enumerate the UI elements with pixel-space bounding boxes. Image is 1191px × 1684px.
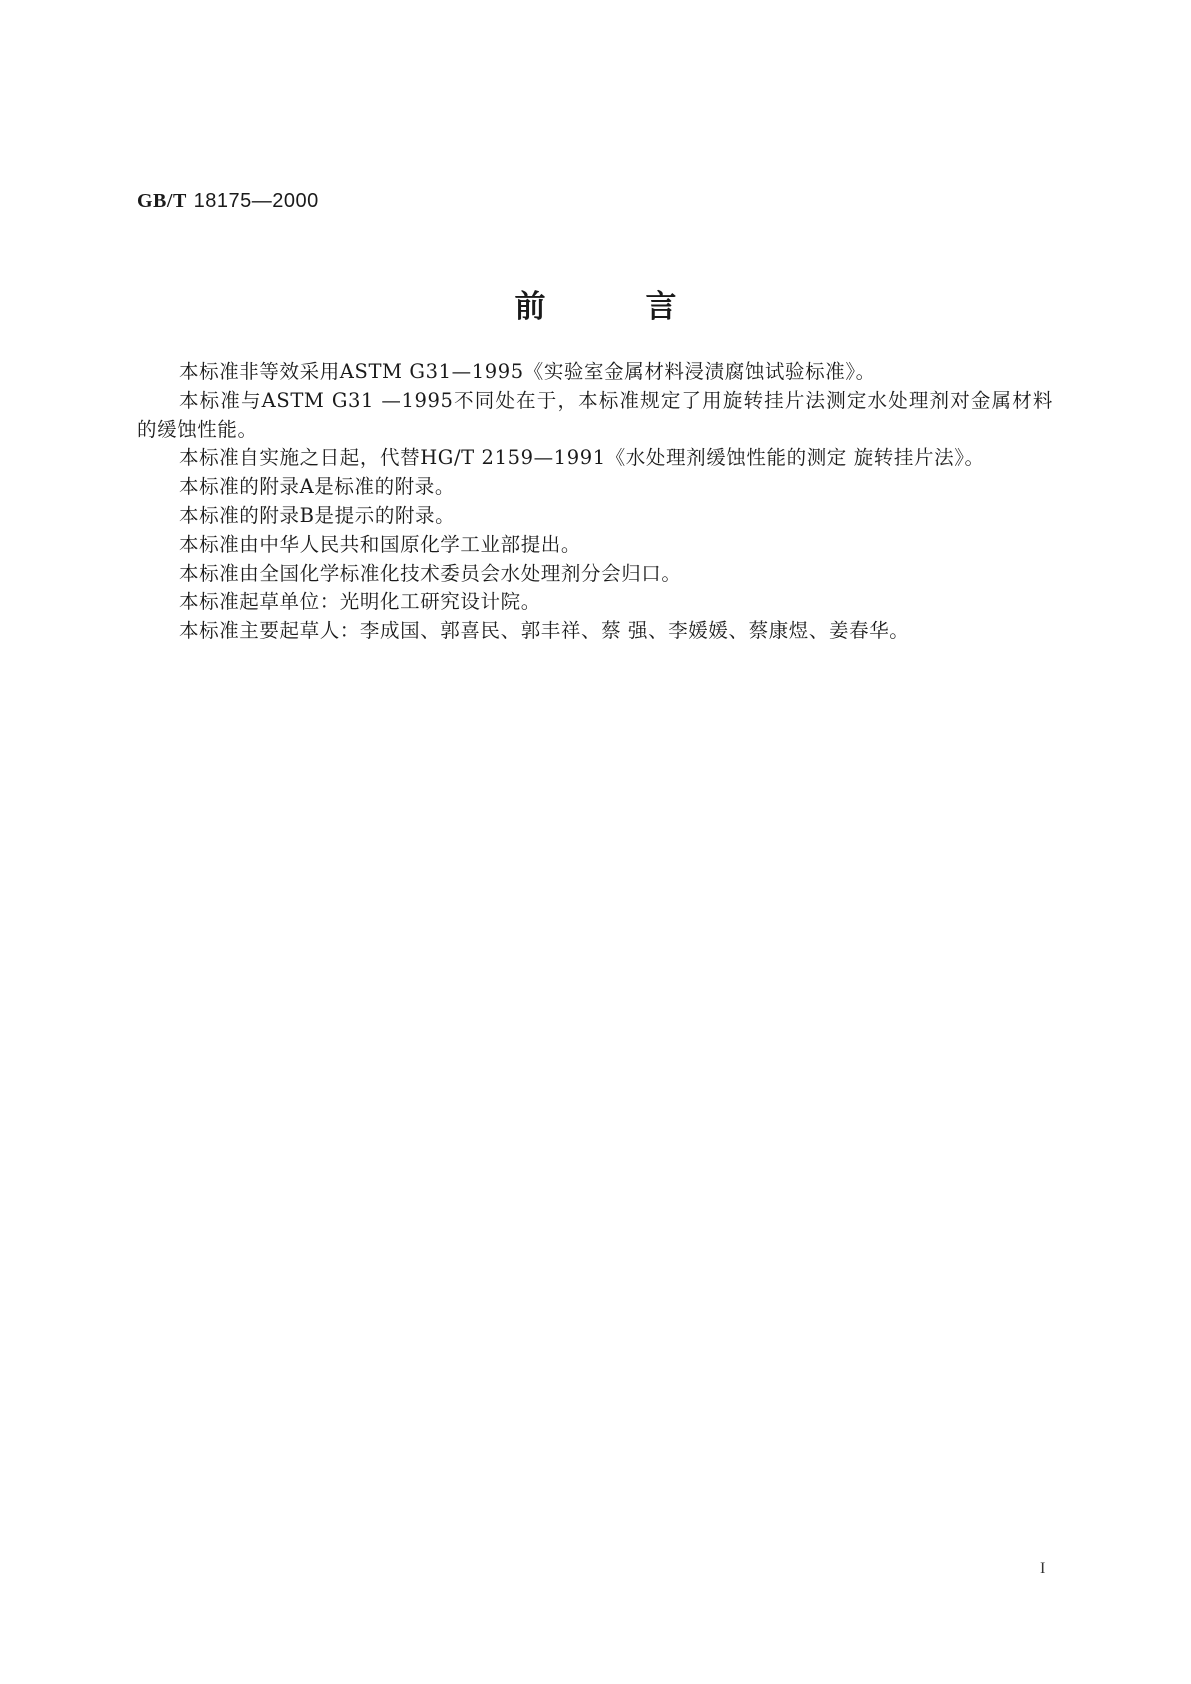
paragraph-differences: 本标准与ASTM G31 —1995不同处在于，本标准规定了用旋转挂片法测定水处理剂对金属材料的缓蚀性能。 (137, 388, 1053, 441)
paragraph-drafters: 本标准主要起草人：李成国、郭喜民、郭丰祥、蔡 强、李媛媛、蔡康煜、姜春华。 (179, 619, 910, 643)
paragraph-drafting-unit: 本标准起草单位：光明化工研究设计院。 (179, 590, 541, 614)
paragraph-adoption: 本标准非等效采用ASTM G31—1995《实验室金属材料浸渍腐蚀试验标准》。 (179, 360, 876, 383)
paragraph-proposer: 本标准由中华人民共和国原化学工业部提出。 (179, 532, 582, 556)
foreword-body (137, 358, 1053, 646)
paragraph-appendix-a: 本标准的附录A是标准的附录。 (179, 475, 455, 499)
page-number: I (1040, 1560, 1046, 1577)
standard-number: 18175—2000 (193, 190, 319, 212)
paragraph-replacement: 本标准自实施之日起，代替HG/T 2159—1991《水处理剂缓蚀性能的测定 旋转挂片法》。 (179, 446, 985, 470)
standard-prefix: GB/T (137, 190, 187, 212)
paragraph-appendix-b: 本标准的附录B是提示的附录。 (179, 503, 456, 527)
page-title: 前言 (514, 289, 777, 325)
standard-code (137, 188, 319, 213)
paragraph-centralized: 本标准由全国化学标准化技术委员会水处理剂分会归口。 (179, 561, 682, 585)
